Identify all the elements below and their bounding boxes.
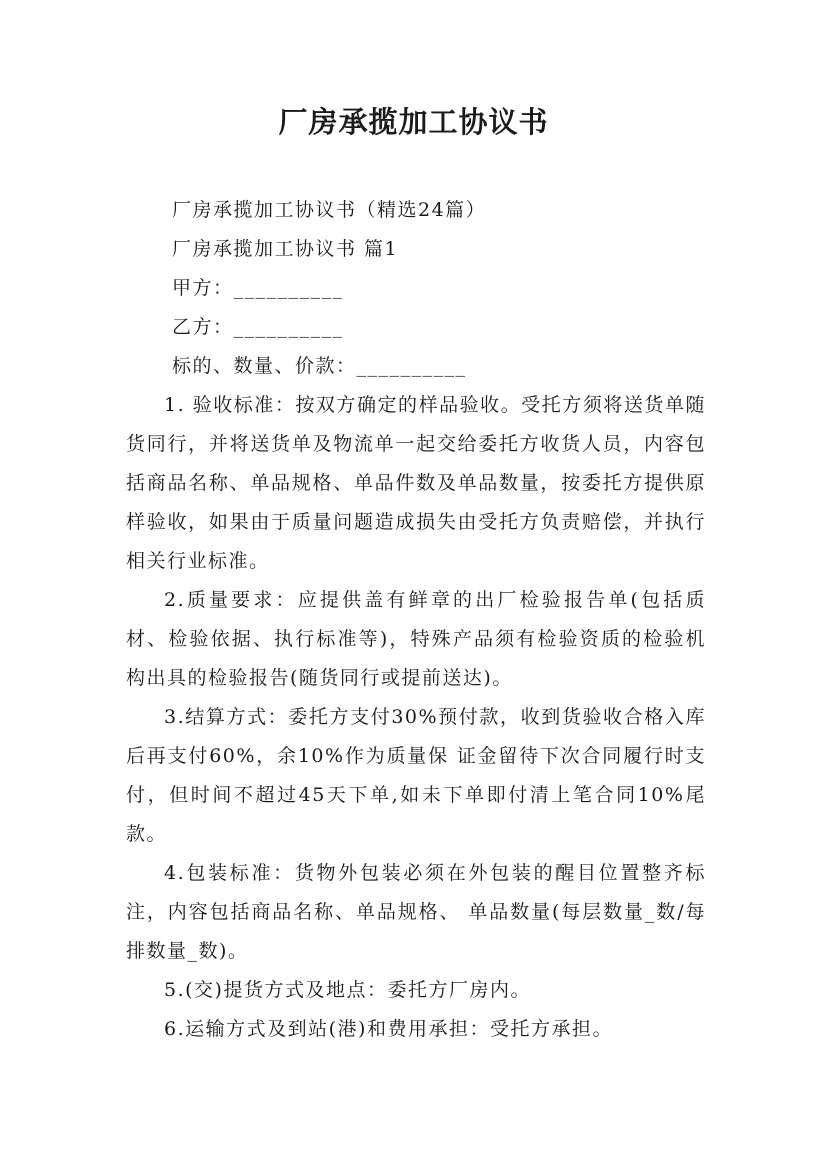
document-title: 厂房承揽加工协议书 [278, 105, 549, 139]
party-b-line: 乙方：__________ [172, 316, 344, 338]
subtitle-line: 厂房承揽加工协议书（精选24篇） [172, 199, 487, 221]
clause-delivery-method: 5.(交)提货方式及地点：委托方厂房内。 [164, 979, 531, 1001]
clause-quality-requirements: 2.质量要求：应提供盖有鲜章的出厂检验报告单(包括质材、检验依据、执行标准等)，特殊产品须有检验资质的检验机构出具的检验报告(随货同行或提前送达)。 [126, 589, 706, 689]
clause-acceptance-standard: 1. 验收标准：按双方确定的样品验收。受托方须将送货单随货同行，并将送货单及物流单一起交给委托方收货人员，内容包括商品名称、单品规格、单品件数及单品数量，按委托方提供原样验收，如果由于质量问题造成损失由受托方负责赔偿，并执行相关行业标准。 [126, 394, 706, 572]
clause-settlement-method: 3.结算方式：委托方支付30%预付款，收到货验收合格入库后再支付60%，余10%作为质量保 证金留待下次合同履行时支付，但时间不超过45天下单,如未下单即付清上笔合同10%尾款。 [126, 706, 706, 845]
document-body [126, 191, 706, 1049]
party-a-line: 甲方：__________ [172, 277, 344, 299]
clause-packaging-standard: 4.包装标准：货物外包装必须在外包装的醒目位置整齐标注，内容包括商品名称、单品规格、 单品数量(每层数量_数/每排数量_数)。 [126, 862, 706, 962]
section-heading: 厂房承揽加工协议书 篇1 [172, 238, 399, 260]
clause-transport-cost: 6.运输方式及到站(港)和费用承担：受托方承担。 [164, 1018, 613, 1040]
subject-quantity-price-line: 标的、数量、价款：__________ [172, 355, 467, 377]
